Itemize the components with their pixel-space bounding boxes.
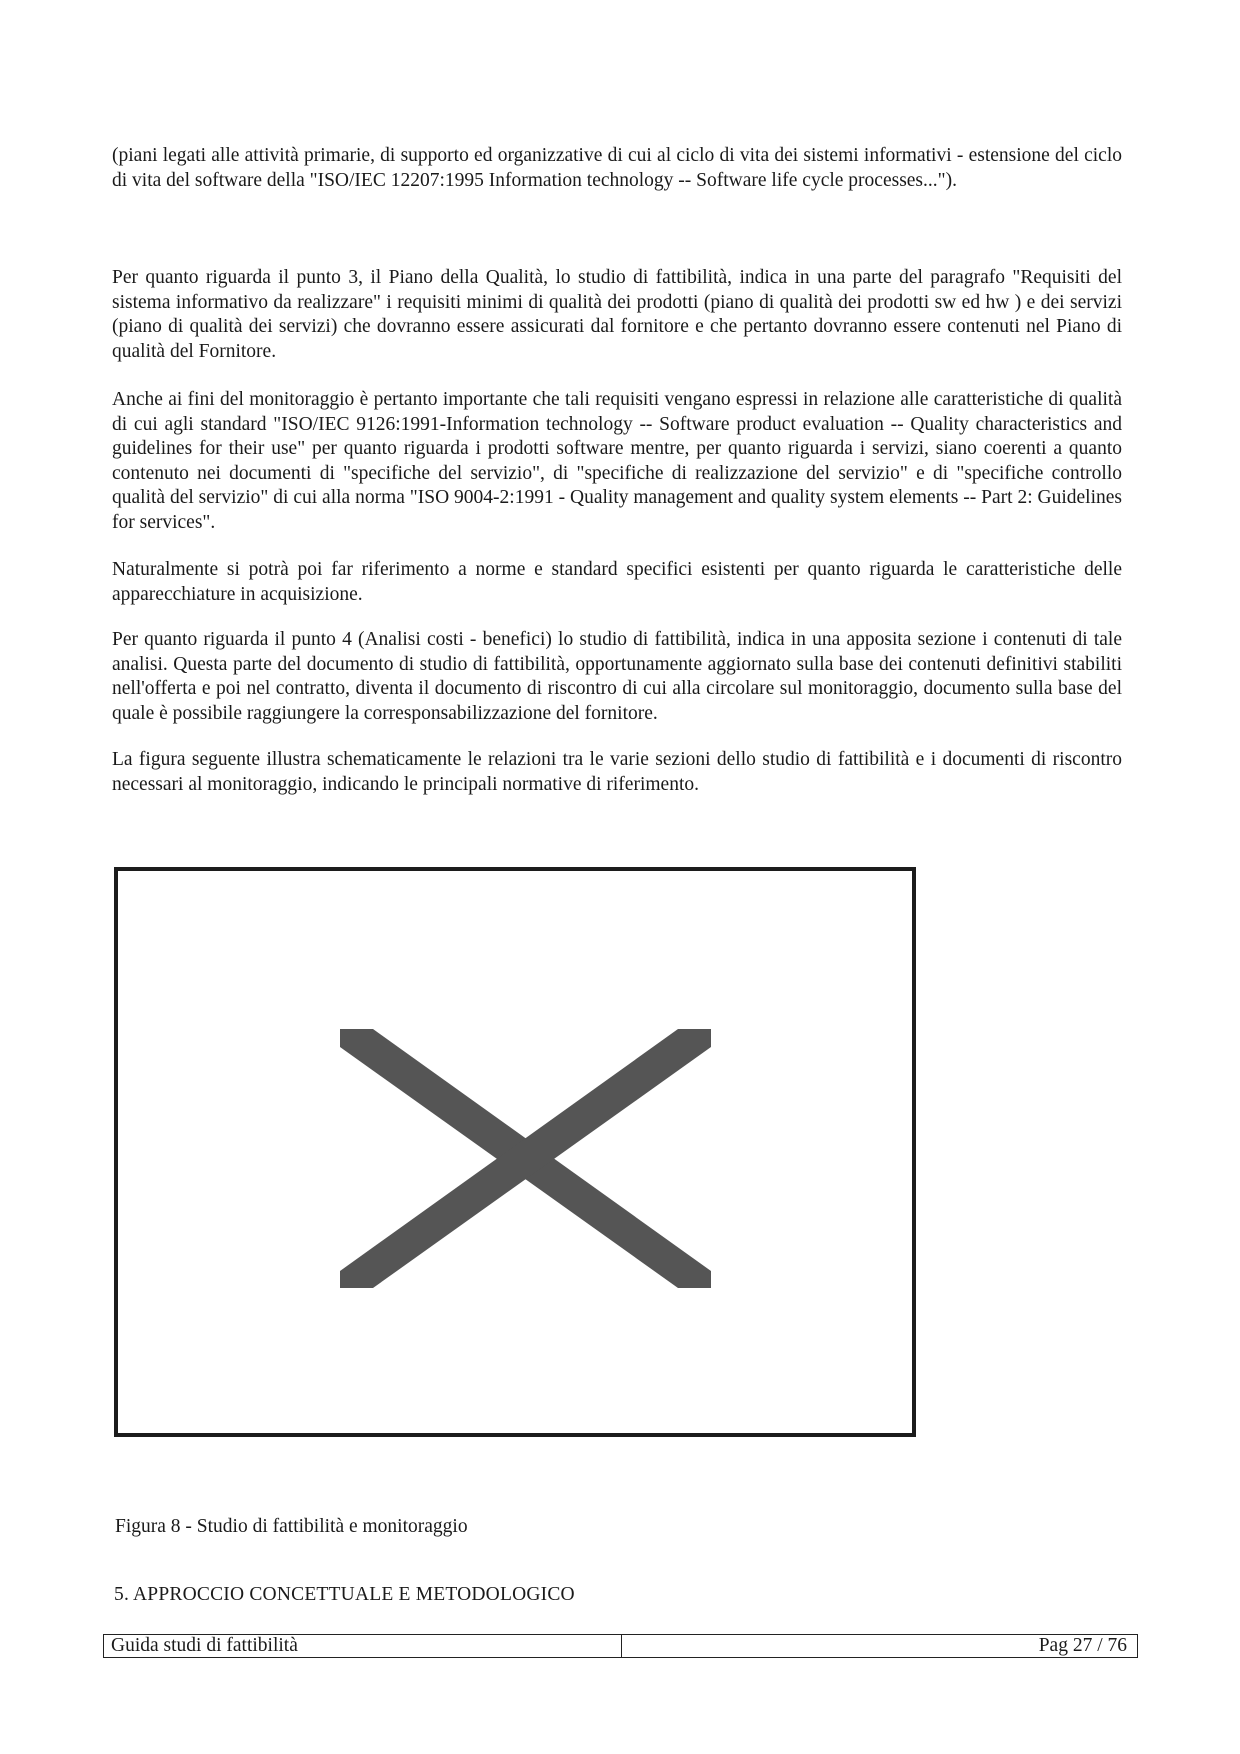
paragraph-monitoring-standards: Anche ai fini del monitoraggio è pertanto importante che tali requisiti vengano espressi in relazione alle caratteristiche di qualità di cui agli standard "ISO/IEC 9126:1991-Information technology -- Software product evaluation -- Quality characteristics and guidelines for their use" per quanto riguarda i prodotti software mentre, per quanto riguarda i servizi, siano coerenti a quanto contenuto nei documenti di "specifiche del servizio", di "specifiche di realizzazione del servizio" e di "specifiche controllo qualità del servizio" di cui alla norma "ISO 9004-2:1991 - Quality management and quality system elements -- Part 2: Guidelines for services". [112,389,1122,533]
paragraph-equipment-standards: Naturalmente si potrà poi far riferimento a norme e standard specifici esistenti per quanto riguarda le caratteristiche delle apparecchiature in acquisizione. [112,559,1122,605]
paragraph-lifecycle: (piani legati alle attività primarie, di supporto ed organizzative di cui al ciclo di vita dei sistemi informativi - estensione del ciclo di vita del software della "ISO/IEC 12207:1995 Information technology -- Software life cycle processes..."). [112,145,1122,191]
paragraph-quality-plan: Per quanto riguarda il punto 3, il Piano della Qualità, lo studio di fattibilità, indica in una parte del paragrafo "Requisiti del sistema informativo da realizzare" i requisiti minimi di qualità dei prodotti (piano di qualità dei prodotti sw ed hw ) e dei servizi (piano di qualità dei servizi) che dovranno essere assicurati dal fornitore e che pertanto dovranno essere contenuti nel Piano di qualità del Fornitore. [112,267,1122,362]
paragraph-figure-intro: La figura seguente illustra schematicamente le relazioni tra le varie sezioni dello studio di fattibilità e i documenti di riscontro necessari al monitoraggio, indicando le principali normative di riferimento. [112,749,1122,795]
figure-placeholder [114,867,916,1437]
broken-image-x-icon [118,871,912,1433]
footer-page-number: Pag 27 / 76 [1038,1635,1127,1656]
section-heading: 5. APPROCCIO CONCETTUALE E METODOLOGICO [114,1584,575,1605]
paragraph-cost-benefit: Per quanto riguarda il punto 4 (Analisi costi - benefici) lo studio di fattibilità, indica in una apposita sezione i contenuti di tale analisi. Questa parte del documento di studio di fattibilità, opportunamente aggiornato sulla base dei contenuti definitivi stabiliti nell'offerta e poi nel contratto, diventa il documento di riscontro di cui alla circolare sul monitoraggio, documento sulla base del quale è possibile raggiungere la corresponsabilizzazione del fornitore. [112,629,1122,724]
footer-document-title: Guida studi di fattibilità [104,1635,622,1657]
figure-caption: Figura 8 - Studio di fattibilità e monitoraggio [115,1516,468,1537]
page-footer [103,1634,1138,1658]
